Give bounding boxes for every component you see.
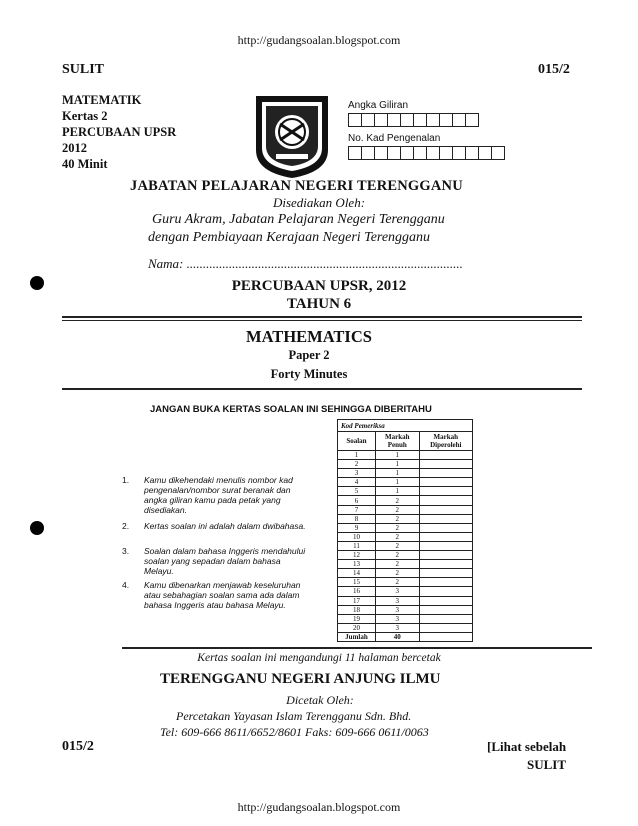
question-number: 8 [338,514,376,523]
table-row [338,478,473,487]
header-url[interactable]: http://gudangsoalan.blogspot.com [237,33,401,47]
obtained-marks-cell[interactable] [419,605,472,614]
instruction-text: Kertas soalan ini adalah dalam dwibahasa. [144,521,306,531]
kod-pemeriksa-table [337,419,473,642]
obtained-marks-cell[interactable] [419,487,472,496]
subject-line: 2012 [62,141,87,155]
turn-over-label: [Lihat sebelah [487,739,567,754]
table-row [338,587,473,596]
table-row [338,487,473,496]
obtained-marks-cell[interactable] [419,469,472,478]
question-number: 7 [338,505,376,514]
table-row [338,569,473,578]
table-row [338,623,473,632]
obtained-marks-cell[interactable] [419,623,472,632]
angka-giliran-label: Angka Giliran [348,100,409,111]
kad-pengenalan-label: No. Kad Pengenalan [348,133,441,144]
full-marks: 3 [375,596,419,605]
subject-line: Kertas 2 [62,109,108,123]
paper-code: 015/2 [538,62,570,77]
full-marks: 3 [375,623,419,632]
question-number: 17 [338,596,376,605]
question-number: 5 [338,487,376,496]
obtained-marks-cell[interactable] [419,514,472,523]
table-row [338,451,473,460]
question-number: 13 [338,560,376,569]
total-value: 40 [375,632,419,641]
divider-rule [62,316,582,318]
obtained-marks-cell[interactable] [419,551,472,560]
full-marks: 2 [375,514,419,523]
table-row [338,532,473,541]
instruction-number: 3. [122,546,130,556]
sulit-label: SULIT [62,62,105,77]
instruction-2 [122,521,312,531]
table-title: Kod Pemeriksa [338,420,473,432]
full-marks: 1 [375,460,419,469]
full-marks: 2 [375,578,419,587]
motto: TERENGGANU NEGERI ANJUNG ILMU [160,671,441,687]
exam-title: PERCUBAAN UPSR, 2012 [231,278,407,294]
table-row [338,560,473,569]
table-row [338,578,473,587]
angka-giliran-boxes[interactable] [349,113,479,127]
footer-url[interactable]: http://gudangsoalan.blogspot.com [237,800,401,814]
question-number: 19 [338,614,376,623]
question-number: 6 [338,496,376,505]
full-marks: 2 [375,532,419,541]
crest-logo-graphic [252,92,332,180]
instruction-text: Kamu dikehendaki menulis nombor kad pengenalan/nombor surat beranak dan angka giliran kamu pada petak yang disediakan. [144,475,293,515]
total-obtained-cell[interactable] [419,632,472,641]
total-label: Jumlah [338,632,376,641]
name-field[interactable]: Nama: ..................................................................................... [148,256,463,271]
table-row [338,496,473,505]
subject-line: PERCUBAAN UPSR [62,125,177,139]
prepared-line-2: dengan Pembiayaan Kerajaan Negeri Terengganu [148,230,431,245]
full-marks: 1 [375,469,419,478]
obtained-marks-cell[interactable] [419,596,472,605]
question-number: 16 [338,587,376,596]
subject-block [62,92,176,172]
question-number: 2 [338,460,376,469]
full-marks: 2 [375,551,419,560]
table-row [338,541,473,550]
question-number: 9 [338,523,376,532]
table-row [338,523,473,532]
pages-note: Kertas soalan ini mengandungi 11 halaman bercetak [197,652,441,664]
full-marks: 2 [375,505,419,514]
obtained-marks-cell[interactable] [419,578,472,587]
divider-rule [62,388,582,390]
obtained-marks-cell[interactable] [419,523,472,532]
full-marks: 1 [375,487,419,496]
instruction-3 [122,546,312,576]
full-marks: 1 [375,478,419,487]
obtained-marks-cell[interactable] [419,496,472,505]
instruction-number: 1. [122,475,130,485]
obtained-marks-cell[interactable] [419,460,472,469]
obtained-marks-cell[interactable] [419,560,472,569]
full-marks: 2 [375,541,419,550]
question-number: 1 [338,451,376,460]
instruction-number: 2. [122,521,130,531]
paper-label: Paper 2 [288,348,330,362]
full-marks: 2 [375,569,419,578]
kad-pengenalan-boxes[interactable] [349,146,505,160]
table-row [338,505,473,514]
column-header: Soalan [338,432,376,451]
department-title: JABATAN PELAJARAN NEGERI TERENGGANU [130,178,463,194]
full-marks: 2 [375,496,419,505]
question-number: 14 [338,569,376,578]
printer-name: Percetakan Yayasan Islam Terengganu Sdn. Bhd. [176,709,412,723]
obtained-marks-cell[interactable] [419,587,472,596]
question-number: 15 [338,578,376,587]
subject-line: 40 Minit [62,157,108,171]
question-number: 18 [338,605,376,614]
table-row [338,605,473,614]
table-row [338,551,473,560]
instruction-text: Soalan dalam bahasa Inggeris mendahului soalan yang sepadan dalam bahasa Melayu. [144,546,306,576]
obtained-marks-cell[interactable] [419,614,472,623]
instruction-number: 4. [122,580,130,590]
full-marks: 3 [375,614,419,623]
obtained-marks-cell[interactable] [419,541,472,550]
obtained-marks-cell[interactable] [419,569,472,578]
question-number: 3 [338,469,376,478]
question-number: 4 [338,478,376,487]
column-header: Markah Diperolehi [419,432,472,451]
obtained-marks-cell[interactable] [419,505,472,514]
year-label: TAHUN 6 [286,296,352,312]
footer-paper-code: 015/2 [62,739,94,754]
table-row [338,469,473,478]
instruction-4 [122,580,312,610]
full-marks: 2 [375,523,419,532]
printer-contact: Tel: 609-666 8611/6652/8601 Faks: 609-666 0611/0063 [160,725,429,739]
instruction-1 [122,475,312,515]
column-header: Markah Penuh [375,432,419,451]
divider-rule [122,647,592,649]
subject-title: MATHEMATICS [246,327,372,346]
printed-by-label: Dicetak Oleh: [286,693,354,707]
table-row [338,514,473,523]
obtained-marks-cell[interactable] [419,478,472,487]
full-marks: 3 [375,605,419,614]
duration-label: Forty Minutes [270,367,348,381]
question-number: 10 [338,532,376,541]
crest-logo [252,92,332,180]
prepared-line-1: Guru Akram, Jabatan Pelajaran Negeri Terengganu [152,212,445,227]
instruction-text: Kamu dibenarkan menjawab keseluruhan atau sebahagian soalan sama ada dalam bahasa Inggeris atau bahasa Melayu. [144,580,301,610]
table-row [338,460,473,469]
full-marks: 3 [375,587,419,596]
prepared-by-label: Disediakan Oleh: [272,195,366,210]
obtained-marks-cell[interactable] [419,532,472,541]
obtained-marks-cell[interactable] [419,451,472,460]
question-number: 11 [338,541,376,550]
warning-text: JANGAN BUKA KERTAS SOALAN INI SEHINGGA DIBERITAHU [150,404,432,415]
punch-hole [30,276,44,290]
punch-hole [30,521,44,535]
divider-rule [62,320,582,321]
subject-line: MATEMATIK [62,93,142,107]
full-marks: 1 [375,451,419,460]
full-marks: 2 [375,560,419,569]
table-row [338,614,473,623]
footer-sulit-label: SULIT [527,757,567,772]
question-number: 12 [338,551,376,560]
question-number: 20 [338,623,376,632]
table-row [338,596,473,605]
